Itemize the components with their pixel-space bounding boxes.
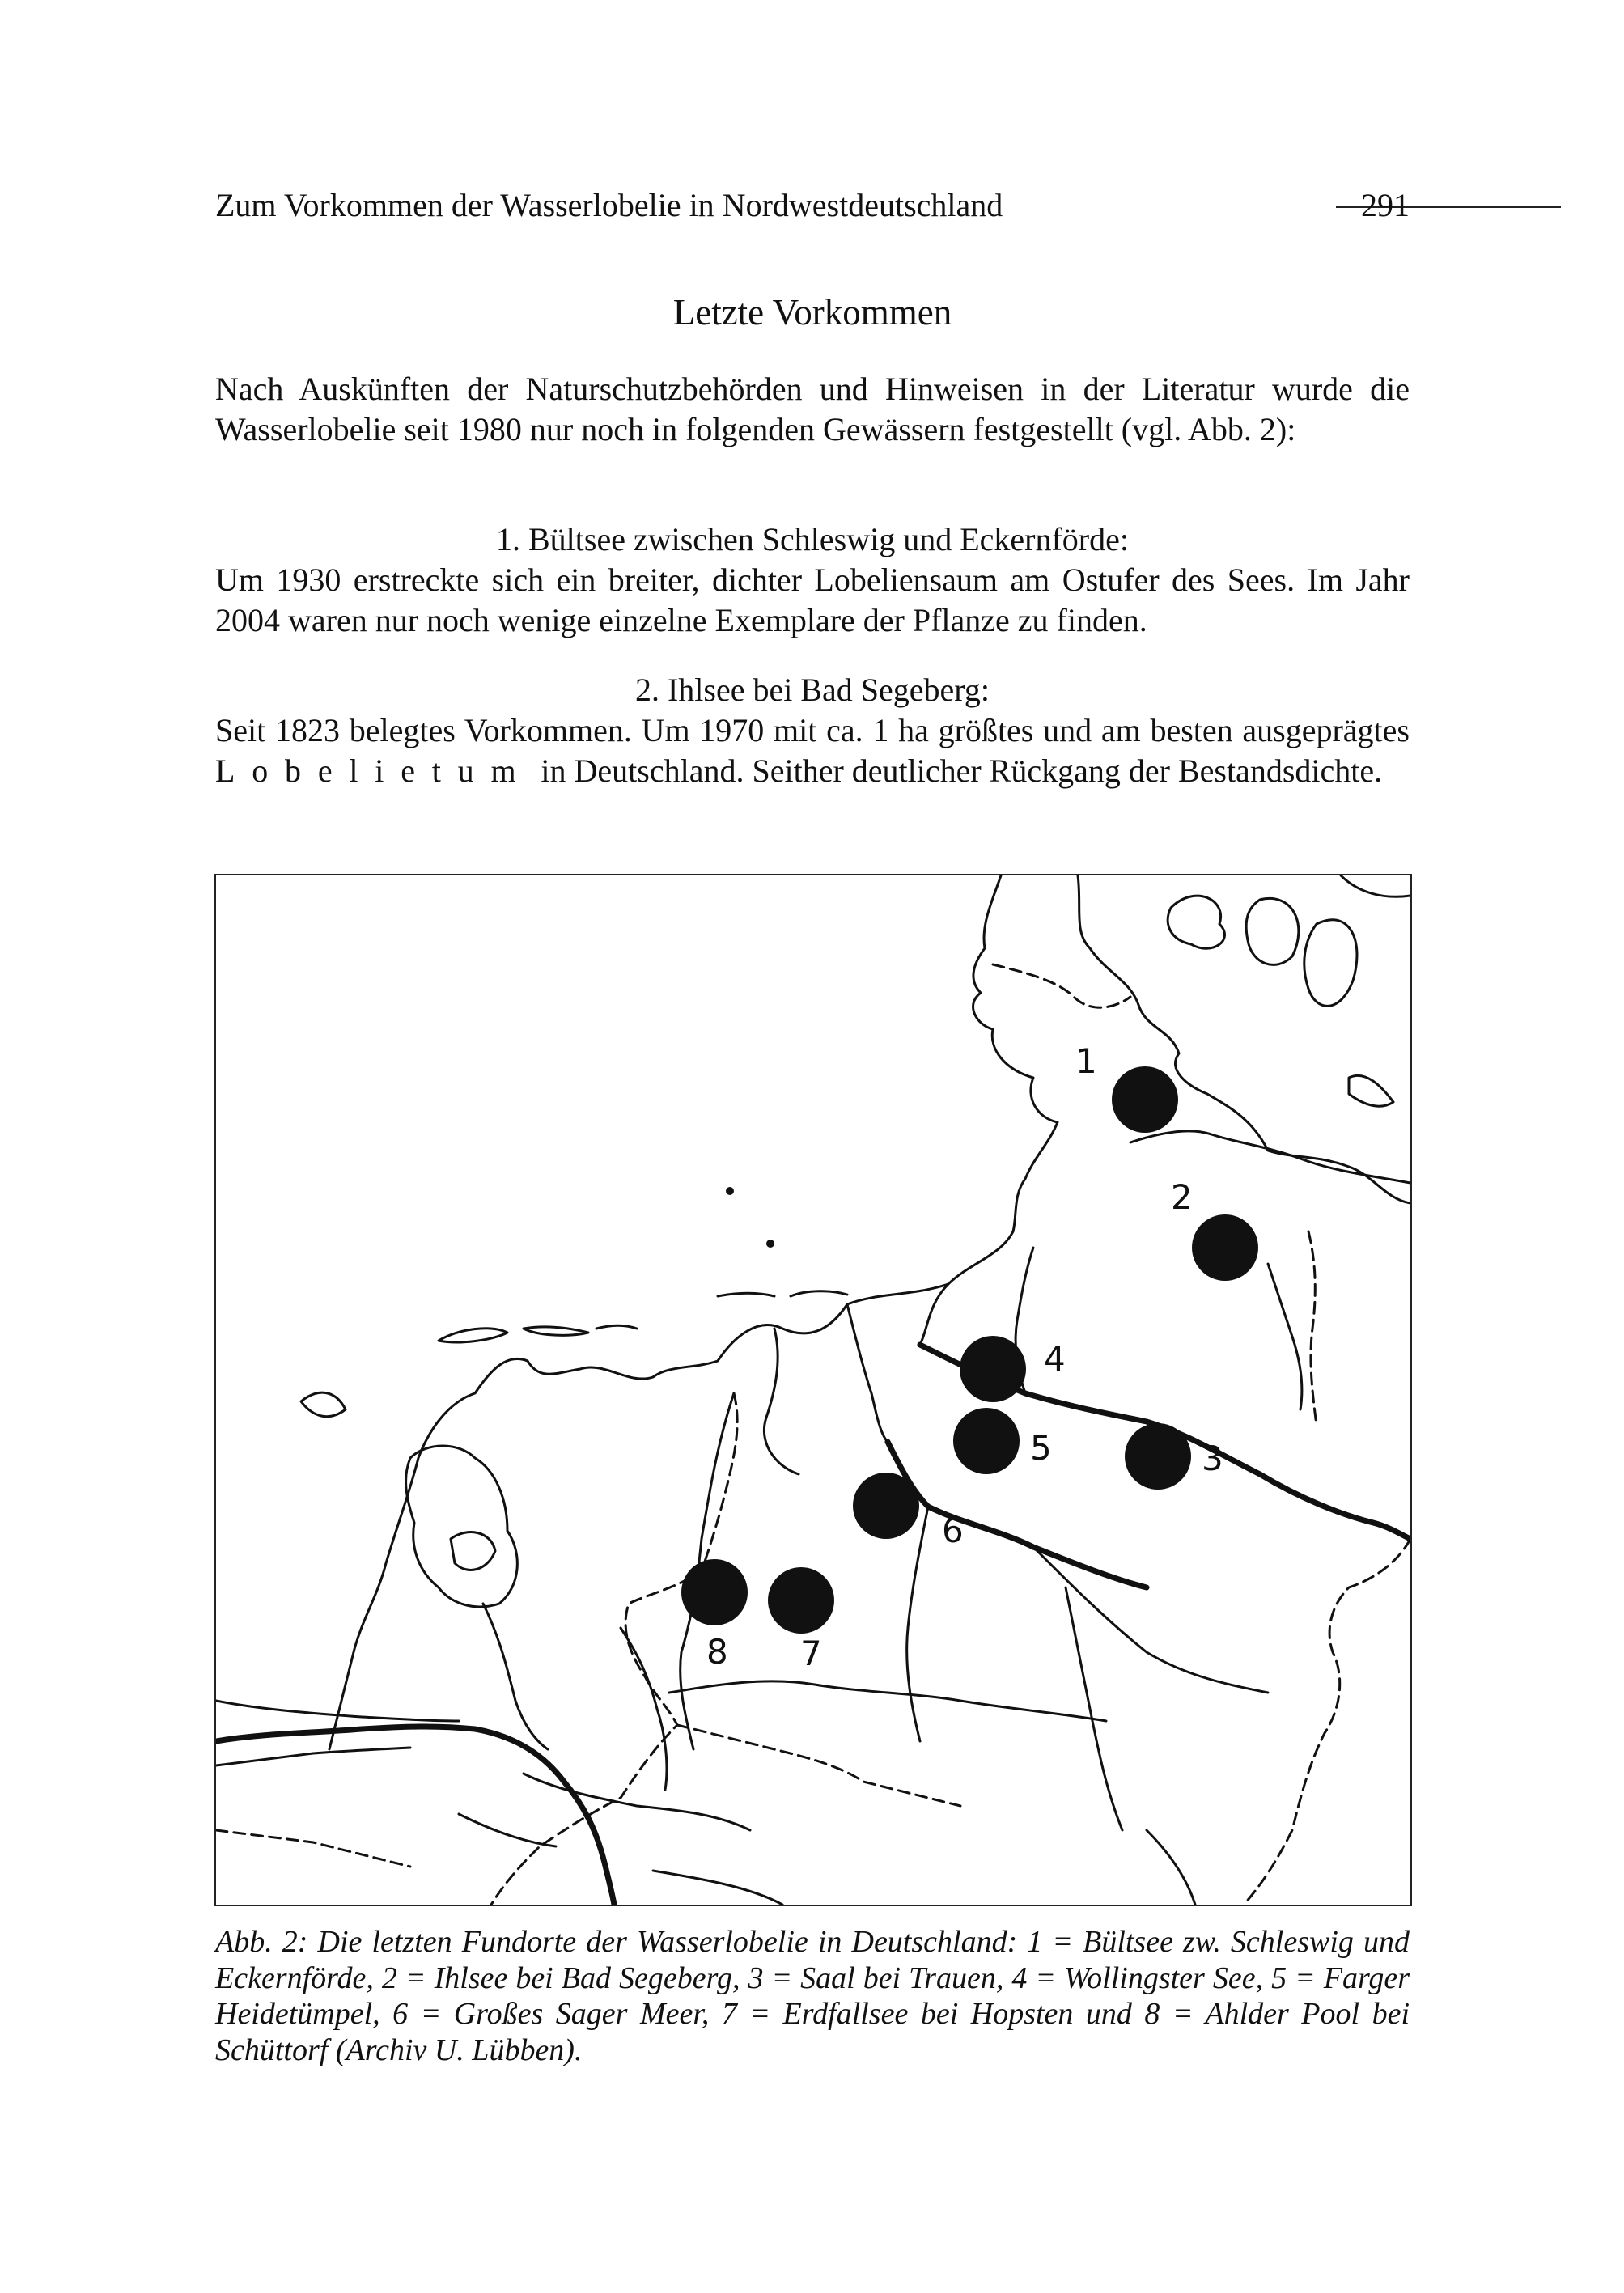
site-marker-6 bbox=[853, 1473, 919, 1539]
coastline-island-4 bbox=[1341, 875, 1410, 896]
coastline-ijsselmeer bbox=[406, 1446, 518, 1607]
coastline-island-3 bbox=[1304, 920, 1357, 1007]
site-label-8: 8 bbox=[706, 1632, 728, 1672]
figure-caption: Abb. 2: Die letzten Fundorte der Wasserlobelie in Deutschland: 1 = Bültsee zw. Schleswig und Eckernförde, 2 = Ihlsee bei Bad Segeberg, 3 = Saal bei Trauen, 4 = Wollingster See, 5 = Farger Heidetümpel, 6 = Großes Sager Meer, 7 = Erdfallsee bei Hopsten und 8 = Ahlder Pool bei Schüttorf (Archiv U. Lübben). bbox=[215, 1925, 1410, 2067]
entry-2-text-before: Seit 1823 belegtes Vorkommen. Um 1970 mit ca. 1 ha größtes und am besten ausgeprägtes bbox=[215, 712, 1410, 748]
river-aller bbox=[1033, 1547, 1268, 1693]
page-number: 291 bbox=[1361, 187, 1410, 223]
coastline-island-2 bbox=[1246, 898, 1299, 964]
coastline-weser bbox=[847, 1304, 888, 1442]
border-saxony-anhalt bbox=[1244, 1539, 1410, 1905]
site-label-2: 2 bbox=[1171, 1177, 1193, 1217]
entry-2-title: 2. Ihlsee bei Bad Segeberg: bbox=[634, 672, 990, 708]
entry-2-text-after: in Deutschland. Seither deutlicher Rückgang der Bestandsdichte. bbox=[541, 752, 1383, 789]
entry-2-spaced-term: Lobelietum bbox=[215, 752, 533, 789]
coastline-jade bbox=[764, 1329, 799, 1474]
site-marker-5 bbox=[953, 1408, 1020, 1474]
section-heading: Letzte Vorkommen bbox=[672, 292, 952, 333]
site-label-6: 6 bbox=[942, 1511, 964, 1550]
river-rhine bbox=[216, 1727, 614, 1905]
polder-flevoland bbox=[451, 1532, 495, 1570]
river-hunte bbox=[907, 1507, 928, 1741]
frisian-island-6 bbox=[301, 1392, 346, 1417]
site-marker-3 bbox=[1125, 1423, 1191, 1490]
north-sea-specks bbox=[726, 1187, 774, 1248]
site-marker-4 bbox=[960, 1336, 1026, 1402]
river-mittelland bbox=[669, 1681, 1106, 1721]
entry-2-text bbox=[215, 710, 1410, 791]
intro-paragraph: Nach Auskünften der Naturschutzbehörden und Hinweisen in der Literatur wurde die Wasserlobelie seit 1980 nur noch in folgenden Gewässern festgestellt (vgl. Abb. 2): bbox=[215, 371, 1410, 447]
frisian-island-5 bbox=[791, 1291, 847, 1296]
entry-1-title: 1. Bültsee zwischen Schleswig und Eckernförde: bbox=[495, 521, 1129, 557]
site-marker-1 bbox=[1112, 1066, 1178, 1133]
river-south bbox=[653, 1871, 782, 1905]
river-ruhr bbox=[459, 1814, 556, 1846]
frisian-island-1 bbox=[439, 1329, 507, 1342]
coastline-island-1 bbox=[1168, 896, 1224, 948]
border-nl-de bbox=[491, 1393, 737, 1905]
distribution-map bbox=[214, 874, 1412, 1906]
frisian-island-4 bbox=[718, 1293, 774, 1296]
site-label-3: 3 bbox=[1202, 1439, 1223, 1478]
running-header-title: Zum Vorkommen der Wasserlobelie in Nordwestdeutschland bbox=[215, 187, 1003, 223]
site-marker-2 bbox=[1192, 1214, 1258, 1281]
site-label-1: 1 bbox=[1075, 1041, 1097, 1081]
river-fulda bbox=[1147, 1830, 1195, 1905]
site-label-5: 5 bbox=[1030, 1428, 1052, 1468]
running-header bbox=[215, 183, 1410, 228]
site-marker-7 bbox=[768, 1567, 834, 1634]
coastline-island-5 bbox=[1349, 1075, 1393, 1106]
coastline-baltic bbox=[1078, 875, 1410, 1203]
border-belgium bbox=[216, 1830, 410, 1867]
entry-1-text: Um 1930 erstreckte sich ein breiter, dichter Lobeliensaum am Ostufer des Sees. Im Jahr 2004 waren nur noch wenige einzelne Exemplare der Pflanze zu finden. bbox=[215, 562, 1410, 638]
river-rhine-delta-2 bbox=[216, 1748, 410, 1765]
site-label-4: 4 bbox=[1044, 1339, 1066, 1379]
coastline-trave bbox=[1268, 1264, 1302, 1409]
frisian-island-3 bbox=[596, 1325, 637, 1329]
river-lippe bbox=[524, 1774, 750, 1830]
coastline-mecklenburg bbox=[1130, 1131, 1410, 1183]
site-marker-8 bbox=[681, 1559, 748, 1625]
frisian-island-2 bbox=[524, 1327, 588, 1335]
border-east bbox=[1308, 1231, 1317, 1426]
river-ijssel bbox=[483, 1604, 548, 1749]
coastline-jutland-west bbox=[973, 875, 1058, 1231]
site-label-7: 7 bbox=[800, 1634, 822, 1673]
